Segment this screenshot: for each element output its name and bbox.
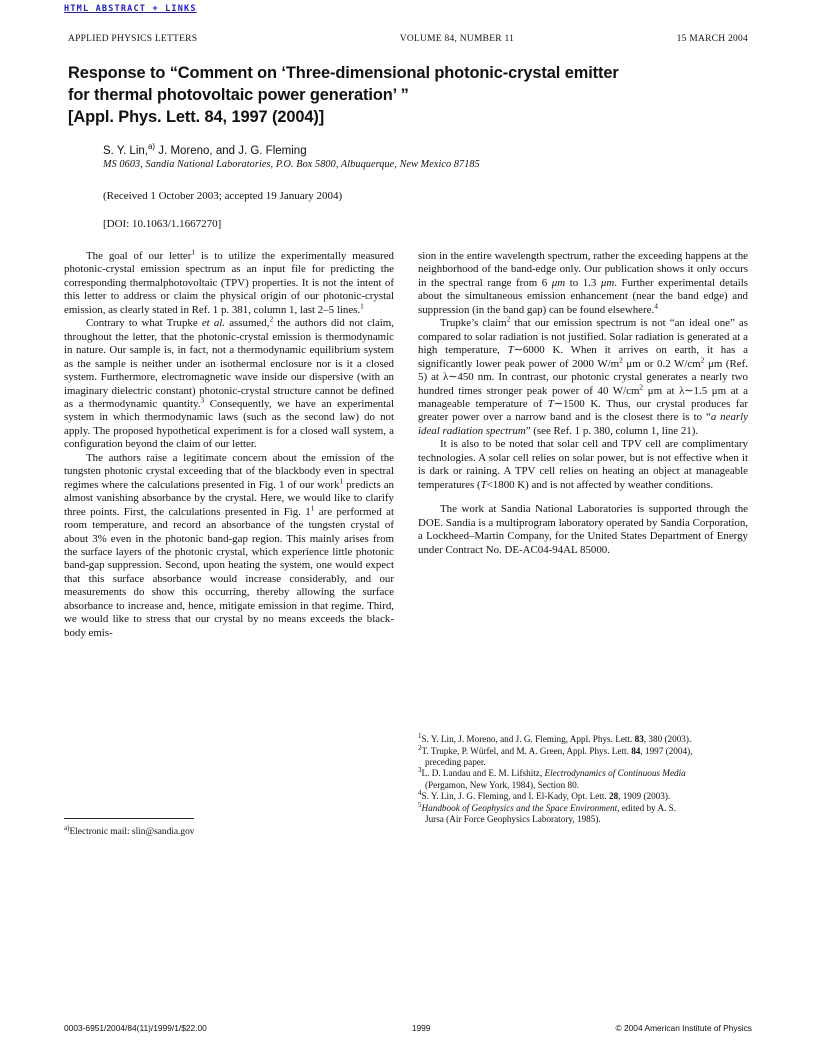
reference-continuation: (Pergamon, New York, 1984), Section 80.: [425, 779, 579, 790]
reference-number: 5: [418, 800, 422, 809]
citation-ref[interactable]: 2: [269, 314, 274, 324]
citation-ref[interactable]: 1: [360, 301, 364, 311]
exponent: 2: [639, 381, 644, 391]
author-list: [103, 142, 307, 157]
reference-number: 4: [418, 788, 422, 797]
reference-item: $^5$Handbook of Geophysics and the Space Environment, edited by A. S.: [418, 800, 677, 813]
citation-ref[interactable]: 2: [506, 314, 511, 324]
reference-volume: 84: [631, 745, 641, 756]
reference-item: $^4$S. Y. Lin, J. G. Fleming, and I. El-Kady, Opt. Lett. 28, 1909 (2003).: [418, 788, 671, 801]
reference-continuation: Jursa (Air Force Geophysics Laboratory, 1985).: [425, 814, 601, 825]
page-title: [68, 62, 758, 128]
citation-ref[interactable]: 1: [310, 502, 315, 512]
reference-continuation: preceding paper.: [425, 757, 486, 768]
reference-number: 1: [418, 731, 422, 740]
exponent: 2: [700, 355, 705, 364]
running-head-date: 15 MARCH 2004: [676, 34, 748, 44]
footer-copyright: © 2004 American Institute of Physics: [615, 1023, 752, 1033]
paragraph-right-1: sion in the entire wavelength spectrum, rather the exceeding happens at the neighborhood of the band-edge only. Our publication shows it only occurs in the spectral range from 6 μm to 1.3 μm. Further experimental details about the simultaneous emission enhancement (near the band edge) and suppression (in the band gap) can be found elsewhere.$^4$: [418, 250, 748, 316]
received-accepted-dates: (Received 1 October 2003; accepted 19 January 2004): [103, 190, 343, 202]
title-line-3: [Appl. Phys. Lett. 84, 1997 (2004)]: [68, 108, 325, 126]
running-head-journal: APPLIED PHYSICS LETTERS: [68, 34, 198, 44]
reference-number: 3: [418, 766, 422, 775]
reference-item: $^3$L. D. Landau and E. M. Lifshitz, Electrodynamics of Continuous Media: [418, 766, 686, 779]
reference-list: [418, 731, 754, 825]
title-line-1: Response to “Comment on ‘Three-dimensional photonic-crystal emitter: [68, 64, 619, 82]
paragraph-left-2: Contrary to what Trupke et al. assumed,$^2$ the authors did not claim, throughout the letter, that the photonic-crystal emission is thermodynamic in nature. Our sample is, in fact, not a thermodynamic equilibrium system as the sample is neither under an isothermal enclosure nor is it a closed system. Furthermore, electromagnetic wave inside our dispersive (with an imaginary dielectric constant) photonic-crystal structure cannot be defined as a thermodynamic quantity.$^3$ Consequently, we have an experimental system in which thermodynamic laws (such as the second law) do not apply. The proposed hypothetical experiment is for a closed wall system, a configuration beyond the claim of our letter.: [64, 314, 395, 451]
footnote-divider: [64, 818, 194, 819]
citation-ref[interactable]: 4: [654, 301, 658, 311]
footer-issn-price: 0003-6951/2004/84(11)/1999/1/$22.00: [64, 1023, 207, 1033]
body-column-left: [64, 247, 395, 640]
reference-book-title: Handbook of Geophysics and the Space Environment: [421, 802, 618, 813]
doi-line[interactable]: [DOI: 10.1063/1.1667270]: [103, 218, 222, 230]
reference-book-title: Electrodynamics of Continuous Media: [544, 768, 686, 779]
reference-volume: 28: [608, 790, 619, 801]
reference-number: 2: [418, 743, 422, 752]
citation-ref[interactable]: 3: [200, 395, 205, 405]
emphasis-et-al: et al.: [201, 317, 226, 330]
page-footer: [64, 1023, 752, 1033]
symbol-temperature: T: [480, 478, 487, 491]
paragraph-right-acknowledgment: The work at Sandia National Laboratories is supported through the DOE. Sandia is a multiprogram laboratory operated by Sandia Corporation, a Lockheed–Martin Company, for the United States Department of Energy under Contract No. DE-AC04-94AL 85000.: [418, 503, 748, 556]
quoted-italic-phrase: a nearly ideal radiation spectrum: [418, 411, 748, 437]
reference-volume: 83: [634, 734, 644, 744]
micron-unit: μm: [600, 276, 615, 289]
paragraph-right-2: Trupke’s claim$^2$ that our emission spectrum is not “an ideal one” as compared to solar radiation is not justified. Solar radiation is generated at a high temperature, T∼6000 K. When it arrives on earth, it has a significantly lower peak power of 2000 W/m$^2$ μm or 0.2 W/cm$^2$ μm (Ref. 5) at λ∼450 nm. In contrast, our photonic crystal generates a nearly two hundred times stronger peak power of 40 W/cm$^2$ μm at λ∼1.5 μm at a manageable temperature of T∼1500 K. Thus, our crystal produces far greater power over a narrow band and is the closest there is to “a nearly ideal radiation spectrum” (see Ref. 1 p. 380, column 1, line 21).: [418, 314, 748, 437]
micron-unit: μm: [551, 276, 566, 289]
body-column-right: [418, 250, 748, 557]
author-names: S. Y. Lin,$^{a)}$ J. Moreno, and J. G. Fleming: [103, 142, 307, 157]
running-head: [68, 34, 748, 44]
footer-page-number: 1999: [411, 1023, 431, 1033]
footnote-marker: a): [64, 824, 70, 832]
html-abstract-links-link[interactable]: HTML ABSTRACT + LINKS: [64, 4, 197, 14]
running-head-volume: VOLUME 84, NUMBER 11: [399, 34, 515, 44]
citation-ref[interactable]: 1: [191, 247, 196, 257]
footnote-text[interactable]: Electronic mail: slin@sandia.gov: [69, 827, 195, 838]
footnote-electronic-mail: [64, 823, 394, 838]
reference-item: $^2$T. Trupke, P. Würfel, and M. A. Green, Appl. Phys. Lett. 84, 1997 (2004),: [418, 743, 693, 756]
author-affiliation: MS 0603, Sandia National Laboratories, P.O. Box 5800, Albuquerque, New Mexico 87185: [103, 159, 480, 170]
title-line-2: for thermal photovoltaic power generation’ ”: [68, 86, 409, 104]
author-footnote-marker[interactable]: a): [147, 142, 156, 151]
symbol-temperature: T: [547, 397, 554, 410]
citation-ref[interactable]: 1: [339, 476, 344, 486]
paragraph-left-1: The goal of our letter$^1$ is to utilize the experimentally measured photonic-crystal emission spectrum as an input file for predicting the corresponding thermalphotovoltaic (TPV) properties. It is not the intent of this letter to address or claim the physical origin of our photonic-crystal emission, as clearly stated in Ref. 1 p. 381, column 1, last 2–5 lines.$^1$: [64, 247, 394, 316]
exponent: 2: [619, 355, 623, 364]
symbol-temperature: T: [507, 344, 514, 357]
paragraph-right-3: It is also to be noted that solar cell and TPV cell are complimentary technologies. A solar cell relies on solar power, but is not effective when it is dark or raining. A TPV cell relies on heating an object at manageable temperatures (T<1800 K) and is not affected by weather conditions.: [418, 438, 748, 491]
reference-item: $^1$S. Y. Lin, J. Moreno, and J. G. Fleming, Appl. Phys. Lett. 83, 380 (2003).: [418, 731, 692, 744]
paragraph-left-3: The authors raise a legitimate concern about the emission of the tungsten photonic crystal exceeding that of the blackbody even in spectral regimes where the calculations presented in Fig. 1 of our work$^1$ predicts an almost vanishing absorbance by the crystal. Here, we would like to clarify three points. First, the calculations presented in Fig. 1$^1$ are performed at room temperature, and record an absorbance of the tungsten crystal of about 3% even in the photonic band-gap region. This mainly arises from the surface layers of the photonic crystal, which experience little photonic band-gap suppression. Second, upon heating the system, one would expect that this surface absorbance would increase considerably, and our measurements do show this occurring, thereby allowing the surface absorbance to increase and, hence, mitigate emission in that regime. Third, we would like to stress that our crystal by no means exceeds the black-body emis-: [64, 451, 394, 639]
